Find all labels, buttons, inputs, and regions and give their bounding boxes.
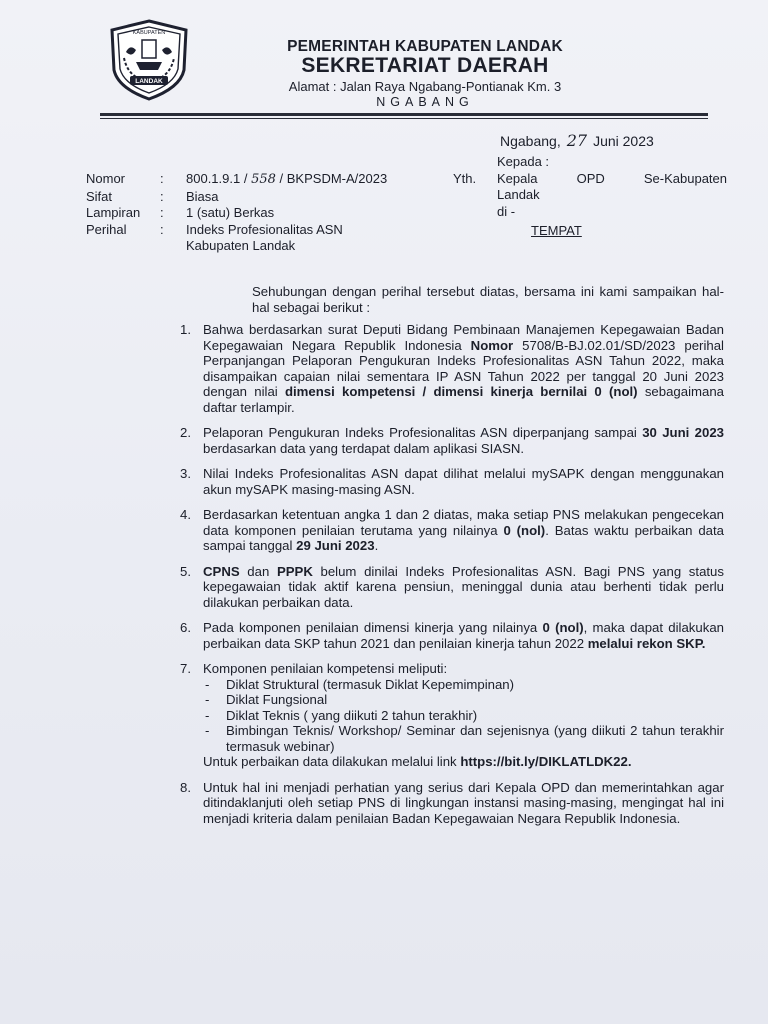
- recipient-salutation: Yth.: [453, 171, 477, 186]
- landak-regency-emblem: [106, 18, 192, 102]
- meta-row-sifat: Sifat : Biasa: [86, 188, 219, 204]
- svg-text:LANDAK: LANDAK: [135, 78, 163, 85]
- diklat-link: https://bit.ly/DIKLATLDK22.: [460, 754, 632, 769]
- meta-row-perihal: Perihal : Indeks Profesionalitas ASN: [86, 221, 343, 237]
- recipient-place: TEMPAT: [531, 223, 582, 238]
- letter-date: Ngabang, 27 Juni 2023: [500, 131, 654, 150]
- letterhead-city: NGABANG: [376, 95, 474, 109]
- list-item: 8. Untuk hal ini menjadi perhatian yang serius dari Kepala OPD dan memerintahkan agar ditindaklanjuti oleh setiap PNS di lingkungan instansi masing-masing, mengingat hal ini menjadi kriteria dalam penilaian Badan Kepegawaian Negara Republik Indonesia.: [180, 779, 724, 826]
- list-item: 2. Pelaporan Pengukuran Indeks Profesionalitas ASN diperpanjang sampai 30 Juni 2023 berdasarkan data yang terdapat dalam aplikasi SIASN.: [180, 425, 724, 456]
- list-item: 4. Berdasarkan ketentuan angka 1 dan 2 diatas, maka setiap PNS melakukan pengecekan data komponen penilaian terutama yang nilainya 0 (nol). Batas waktu perbaikan data sampai tanggal 29 Juni 2023.: [180, 507, 724, 553]
- competency-sublist: [203, 677, 724, 755]
- sublist-item: - Diklat Teknis ( yang diikuti 2 tahun terakhir): [203, 708, 724, 724]
- list-item: 7. Komponen penilaian kompetensi meliputi: - Diklat Struktural (termasuk Diklat Kepemimpinan) - Diklat Fungsional - Diklat Teknis ( yang diikuti 2 tahun terakhir) - Bimbingan Teknis/ Workshop/ Seminar dan sejenisnya (yang diikuti 2 tahun terakhir termasuk webinar) Untuk perbaikan data dilakukan melalui link https://bit.ly/DIKLATLDK22.: [180, 661, 724, 770]
- handwritten-letter-number: 558: [251, 172, 276, 187]
- letterhead-rule-thin: [100, 118, 708, 119]
- handwritten-day: 27: [566, 131, 588, 150]
- list-item: 3. Nilai Indeks Profesionalitas ASN dapat dilihat melalui mySAPK dengan menggunakan akun mySAPK masing-masing ASN.: [180, 466, 724, 497]
- svg-text:KABUPATEN: KABUPATEN: [132, 30, 166, 36]
- sublist-item: - Diklat Struktural (termasuk Diklat Kepemimpinan): [203, 677, 724, 693]
- list-item: 5. CPNS dan PPPK belum dinilai Indeks Profesionalitas ASN. Bagi PNS yang status kepegawaian tidak aktif karena pensiun, meninggal dunia atau berhenti tidak perlu dilakukan perbaikan data.: [180, 563, 724, 610]
- list-item: 1. Bahwa berdasarkan surat Deputi Bidang Pembinaan Manajemen Kepegawaian Badan Kepegawaian Negara Republik Indonesia Nomor 5708/B-BJ.02.01/SD/2023 perihal Perpanjangan Pelaporan Pengukuran Indeks Profesionalitas ASN Tahun 2022, maka disampaikan capaian nilai sementara IP ASN Tahun 2022 per tanggal 20 Juni 2023 dengan nilai dimensi kompetensi / dimensi kinerja bernilai 0 (nol) sebagaimana daftar terlampir.: [180, 322, 725, 415]
- meta-row-nomor: Nomor : 800.1.9.1 / 558 / BKPSDM-A/2023: [86, 171, 388, 187]
- sublist-item: - Bimbingan Teknis/ Workshop/ Seminar dan sejenisnya (yang diikuti 2 tahun terakhir termasuk webinar): [203, 723, 724, 754]
- letterhead-government-name: PEMERINTAH KABUPATEN LANDAK: [287, 38, 563, 55]
- list-item: 6. Pada komponen penilaian dimensi kinerja yang nilainya 0 (nol), maka dapat dilakukan perbaikan data SKP tahun 2021 dan penilaian kinerja tahun 2022 melalui rekon SKP.: [180, 620, 725, 651]
- letterhead-address: Alamat : Jalan Raya Ngabang-Pontianak Km. 3: [288, 79, 562, 94]
- meta-row-perihal-cont: Kabupaten Landak: [186, 238, 296, 253]
- sublist-item: - Diklat Fungsional: [203, 692, 724, 708]
- letterhead-rule-thick: [100, 113, 708, 116]
- recipient-block: Kepada : Kepala OPD Se-Kabupaten Landak di -: [497, 154, 727, 219]
- intro-paragraph: Sehubungan dengan perihal tersebut diatas, bersama ini kami sampaikan hal-hal sebagai berikut :: [252, 284, 724, 315]
- meta-row-lampiran: Lampiran : 1 (satu) Berkas: [86, 205, 275, 220]
- letter-body: [180, 284, 724, 826]
- letterhead-office-name: SEKRETARIAT DAERAH: [301, 54, 549, 77]
- letter-meta: [86, 171, 436, 255]
